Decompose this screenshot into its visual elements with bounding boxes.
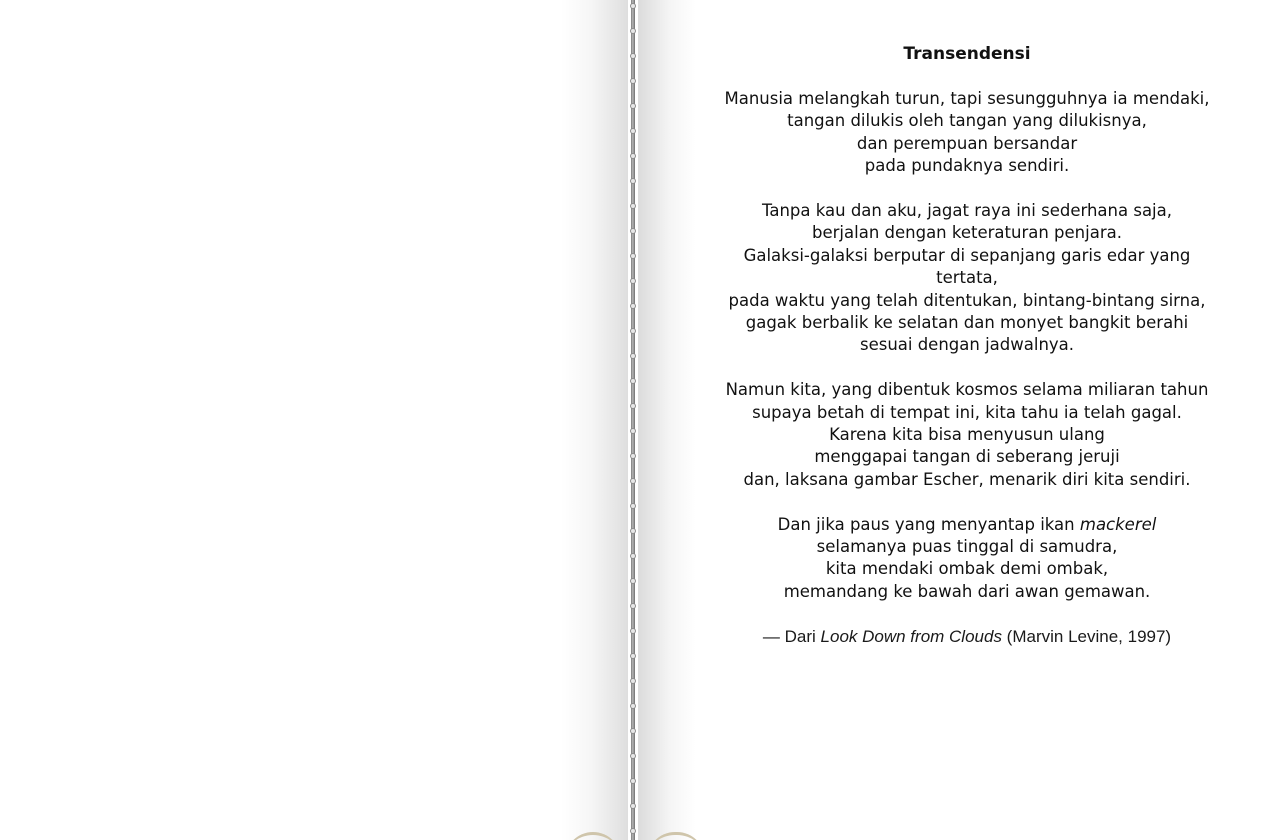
- poem-line: kita mendaki ombak demi ombak,: [825, 559, 1109, 579]
- poem-line: dan perempuan bersandar: [856, 133, 1078, 153]
- spine-bead: [630, 278, 636, 284]
- poem-line: gagak berbalik ke selatan dan monyet bangkit berahi: [745, 313, 1189, 333]
- poem-line: menggapai tangan di seberang jeruji: [814, 447, 1120, 467]
- attribution-source-title: Look Down from Clouds: [820, 626, 1002, 646]
- italic-word: mackerel: [1079, 514, 1157, 534]
- spine-bead: [630, 303, 636, 309]
- poem-line: Namun kita, yang dibentuk kosmos selama miliaran tahun: [725, 380, 1209, 400]
- right-page-gutter-shadow: [638, 0, 696, 840]
- spine-bead: [630, 578, 636, 584]
- poem-line: pada waktu yang telah ditentukan, bintang-bintang sirna,: [728, 290, 1206, 310]
- spine-bead: [630, 678, 636, 684]
- poem-line: selamanya puas tinggal di samudra,: [816, 537, 1118, 557]
- poem-stanza-2: [717, 200, 1217, 357]
- spine-bead: [630, 28, 636, 34]
- spine-bead: [630, 553, 636, 559]
- spine-bead: [630, 503, 636, 509]
- poem-line: dan, laksana gambar Escher, menarik diri kita sendiri.: [743, 469, 1191, 489]
- poem-line: supaya betah di tempat ini, kita tahu ia telah gagal.: [752, 402, 1182, 422]
- left-page-gutter-shadow: [560, 0, 628, 840]
- spine-bead: [630, 178, 636, 184]
- spine-bead: [630, 3, 636, 9]
- poem-line: sesuai dengan jadwalnya.: [859, 335, 1075, 355]
- spine-bead: [630, 528, 636, 534]
- poem-line: berjalan dengan keteraturan penjara.: [812, 223, 1122, 243]
- spine-bead: [630, 703, 636, 709]
- poem-line-with-italic: Dan jika paus yang menyantap ikan mackerel: [777, 514, 1157, 534]
- poem-stanza-1: [717, 88, 1217, 178]
- spine-bead: [630, 403, 636, 409]
- spine-bead: [630, 228, 636, 234]
- attribution-suffix: (Marvin Levine, 1997): [1001, 626, 1172, 646]
- left-page-blank: [0, 0, 612, 840]
- poem-page: [708, 42, 1226, 648]
- poem-attribution: [708, 626, 1226, 648]
- poem-stanza-3: [717, 379, 1217, 491]
- spine-bead: [630, 778, 636, 784]
- attribution-prefix: — Dari: [762, 626, 821, 646]
- spine-bead: [630, 803, 636, 809]
- spine-bead: [630, 828, 636, 834]
- spine-bead: [630, 628, 636, 634]
- spine-bead: [630, 203, 636, 209]
- spine-bead: [630, 128, 636, 134]
- spine-bead: [630, 353, 636, 359]
- spine-bead: [630, 603, 636, 609]
- spine-cord: [631, 0, 635, 840]
- spine-bead: [630, 153, 636, 159]
- spine-bead: [630, 478, 636, 484]
- spine-bead: [630, 653, 636, 659]
- poem-line: pada pundaknya sendiri.: [864, 156, 1070, 176]
- poem-line: Manusia melangkah turun, tapi sesungguhnya ia mendaki,: [724, 89, 1210, 108]
- spine-bead: [630, 428, 636, 434]
- book-spine-binding: [627, 0, 639, 840]
- spine-bead: [630, 103, 636, 109]
- spine-bead: [630, 78, 636, 84]
- poem-stanza-4: [717, 514, 1217, 604]
- spine-bead: [630, 53, 636, 59]
- poem-line: Karena kita bisa menyusun ulang: [829, 425, 1105, 445]
- poem-title: Transendensi: [903, 44, 1031, 64]
- poem-line: Tanpa kau dan aku, jagat raya ini sederhana saja,: [762, 201, 1172, 221]
- spine-bead: [630, 728, 636, 734]
- spine-bead: [630, 378, 636, 384]
- poem-line: Galaksi-galaksi berputar di sepanjang garis edar yang tertata,: [743, 245, 1191, 288]
- spine-bead: [630, 253, 636, 259]
- poem-line: memandang ke bawah dari awan gemawan.: [783, 581, 1151, 601]
- spine-bead: [630, 453, 636, 459]
- poem-line: tangan dilukis oleh tangan yang dilukisnya,: [787, 111, 1147, 131]
- spine-bead: [630, 753, 636, 759]
- spine-bead: [630, 328, 636, 334]
